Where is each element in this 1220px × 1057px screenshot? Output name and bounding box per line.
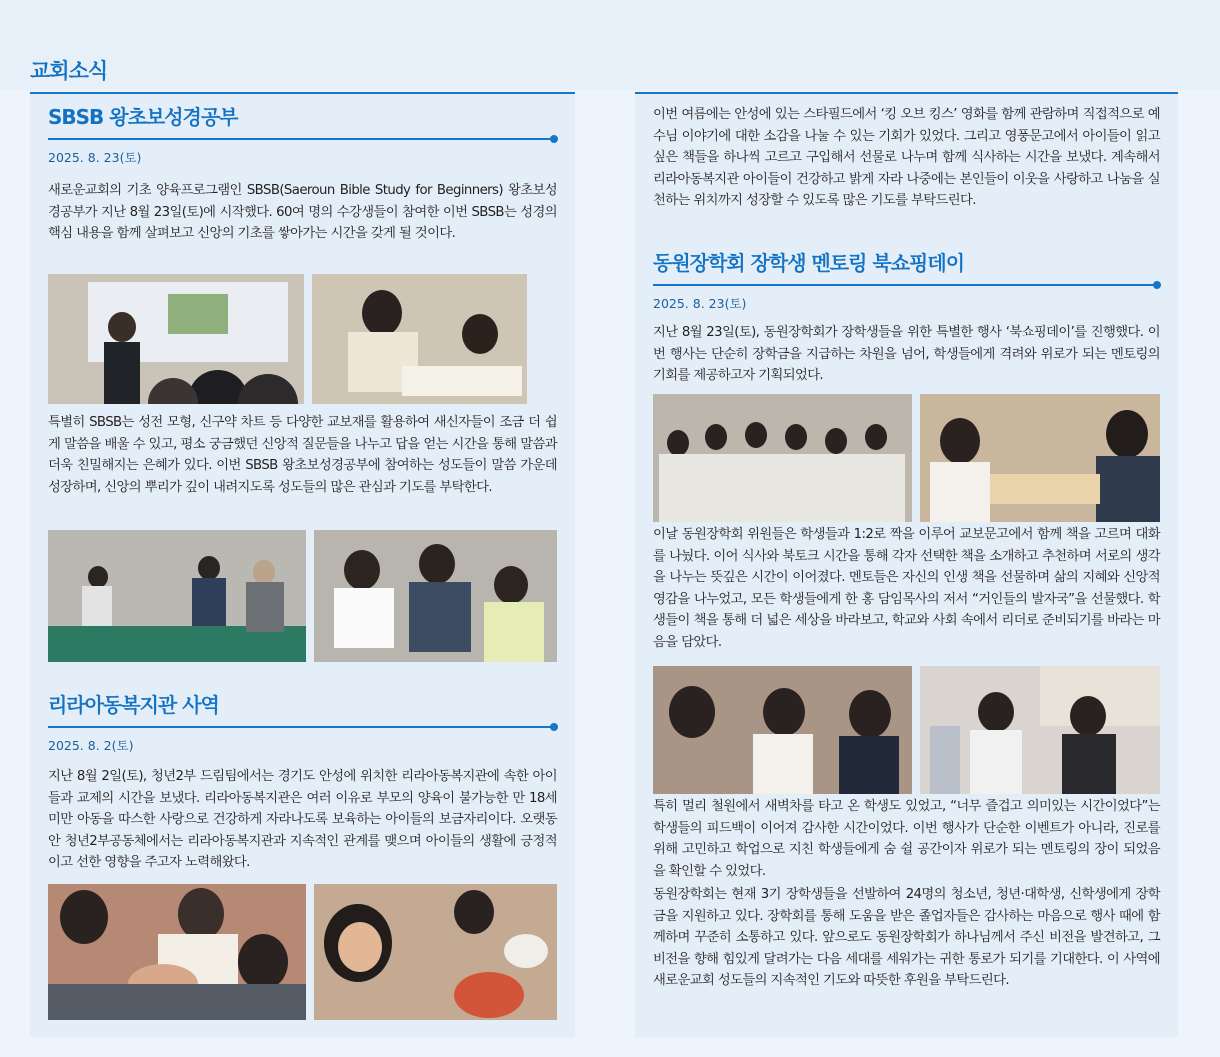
left-column (30, 92, 575, 1037)
sbsb-photo-row-1 (48, 274, 557, 404)
dongwon-photo-row-2 (653, 666, 1160, 794)
article-title-sbsb: SBSB 왕초보성경공부 (48, 105, 238, 129)
paragraph: 이번 여름에는 안성에 있는 스타필드에서 ‘킹 오브 킹스’ 영화를 함께 관람하며 직접적으로 예수님 이야기에 대한 소감을 나눌 수 있는 기회가 있었다. 그리고 영풍문고에서 아이들이 읽고 싶은 책들을 하나씩 고르고 구입해서 선물로 나누며 함께 식사하는 시간을 보냈다. 계속해서 리라아동복지관 아이들이 건강하고 밝게 자라 나중에는 본인들이 이웃을 사랑하고 나눔을 실천하는 위치까지 성장할 수 있도록 많은 기도를 부탁드린다. (653, 107, 1160, 209)
paragraph: 특별히 SBSB는 성전 모형, 신구약 차트 등 다양한 교보재를 활용하여 새신자들이 조금 더 쉽게 말씀을 배울 수 있고, 평소 궁금했던 신앙적 질문들을 나누고 답을 얻는 시간을 통해 말씀과 더욱 친밀해지는 은혜가 있다. 이번 SBSB 왕초보성경공부에 참여하는 성도들이 말씀 가운데 성장하며, 신앙의 뿌리가 깊이 내려지도록 성도들의 많은 관심과 기도를 부탁한다. (48, 415, 557, 495)
dongwon-para1 (653, 322, 1160, 387)
paragraph: 지난 8월 23일(토), 동원장학회가 장학생들을 위한 특별한 행사 ‘북쇼핑데이’를 진행했다. 이번 행사는 단순히 장학금을 지급하는 차원을 넘어, 학생들에게 격려와 위로가 되는 멘토링의 기회를 제공하고자 기획되었다. (653, 325, 1160, 384)
sbsb-para2 (48, 412, 557, 498)
sbsb-photo-row-2 (48, 530, 557, 662)
paragraph: 이날 동원장학회 위원들은 학생들과 1:2로 짝을 이루어 교보문고에서 함께 책을 고르며 대화를 나눴다. 이어 식사와 북토크 시간을 통해 각자 선택한 책을 소개하고 추천하며 서로의 생각을 나누는 뜻깊은 시간이 이어졌다. 멘토들은 자신의 인생 책을 선물하며 삶의 지혜와 신앙적 영감을 나누었고, 모든 학생들에게 한 홍 담임목사의 저서 “거인들의 발자국”을 선물했다. 학생들이 책을 통해 더 넓은 세상을 바라보고, 학교와 사회 속에서 리더로 준비되기를 바라는 마음을 담았다. (653, 527, 1160, 650)
liria-article (48, 692, 557, 754)
liria-photo-row (48, 884, 557, 1020)
article-date: 2025. 8. 23(토) (48, 150, 142, 165)
article-title-liria: 리라아동복지관 사역 (48, 693, 219, 717)
photo-dinner (920, 394, 1160, 522)
dongwon-para3 (653, 796, 1160, 882)
right-column (635, 92, 1178, 1037)
dongwon-article (653, 250, 1160, 312)
dongwon-photo-row-1 (653, 394, 1160, 522)
photo-worship (48, 530, 306, 662)
photo-study (312, 274, 527, 404)
photo-lecture (48, 274, 304, 404)
article-date: 2025. 8. 2(토) (48, 738, 134, 753)
dongwon-para4 (653, 884, 1160, 992)
photo-group (653, 394, 912, 522)
header-band (0, 0, 1220, 90)
sbsb-para1 (48, 180, 557, 245)
photo-class (314, 530, 557, 662)
title-rule (653, 284, 1160, 286)
photo-conversation (653, 666, 912, 794)
liria-para1 (48, 766, 557, 874)
article-date: 2025. 8. 23(토) (653, 296, 747, 311)
paragraph: 새로운교회의 기초 양육프로그램인 SBSB(Saeroun Bible Study for Beginners) 왕초보성경공부가 지난 8월 23일(토)에 시작했다. 60여 명의 수강생들이 참여한 이번 SBSB는 성경의 핵심 내용을 함께 살펴보고 신앙의 기초를 쌓아가는 시간을 갖게 될 것이다. (48, 183, 557, 242)
article-title-dongwon: 동원장학회 장학생 멘토링 북쇼핑데이 (653, 251, 965, 275)
paragraph: 특히 멀리 철원에서 새벽차를 타고 온 학생도 있었고, “너무 즐겁고 의미있는 시간이었다”는 학생들의 피드백이 이어져 감사한 시간이었다. 이번 행사가 단순한 이벤트가 아니라, 진로를 위해 고민하고 학업으로 지친 학생들에게 숨 쉴 공간이자 위로가 되는 멘토링의 장이 되었음을 확인할 수 있었다. (653, 799, 1160, 879)
title-rule (48, 138, 557, 140)
paragraph: 동원장학회는 현재 3기 장학생들을 선발하여 24명의 청소년, 청년·대학생, 신학생에게 장학금을 지원하고 있다. 장학회를 통해 도움을 받은 졸업자들은 감사하는 마음으로 행사 때에 함께하며 꾸준히 소통하고 있다. 앞으로도 동원장학회가 하나님께서 주신 비전을 발견하고, 그 비전을 향해 힘있게 달려가는 다음 세대를 세워가는 귀한 통로가 되기를 기대한다. 이 사역에 새로운교회 성도들의 지속적인 기도와 따뜻한 후원을 부탁드린다. (653, 887, 1160, 989)
photo-meal (314, 884, 557, 1020)
section-title: 교회소식 (30, 59, 108, 83)
liria-continued (653, 104, 1160, 212)
title-rule (48, 726, 557, 728)
dongwon-para2 (653, 524, 1160, 654)
photo-bookstore (920, 666, 1160, 794)
paragraph: 지난 8월 2일(토), 청년2부 드림팀에서는 경기도 안성에 위치한 리라아동복지관에 속한 아이들과 교제의 시간을 보냈다. 리라아동복지관은 여러 이유로 부모의 양육이 불가능한 만 18세 미만 아동을 따스한 사랑으로 건강하게 자라나도록 보육하는 아이들의 보금자리이다. 오랫동안 청년2부공동체에서는 리라아동복지관과 지속적인 관계를 맺으며 아이들의 생활에 긍정적이고 선한 영향을 주고자 노력해왔다. (48, 769, 557, 871)
sbsb-article (48, 104, 557, 166)
photo-kids-hands (48, 884, 306, 1020)
